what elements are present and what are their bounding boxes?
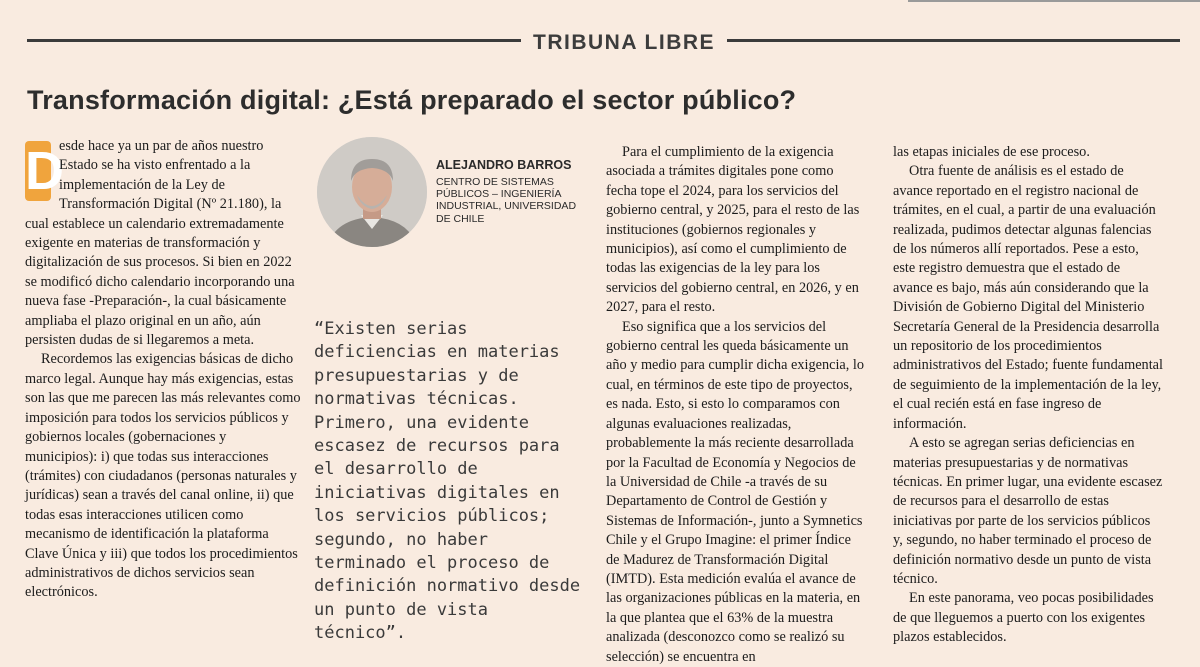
drop-cap: D (25, 141, 64, 201)
section-label: TRIBUNA LIBRE (521, 30, 727, 56)
article-column-4 (893, 143, 1163, 648)
author-portrait-icon (317, 137, 427, 247)
top-divider (908, 0, 1200, 2)
pull-quote: “Existen serias deficiencias en materias presupuestarias y de normativas técnicas. Primero, una evidente escasez de recursos para el desarrollo de iniciativas digitales en los servicios públicos; segundo, no haber terminado el proceso de definición normativo desde un punto de vista técnico”. (314, 319, 581, 644)
author-affiliation: CENTRO DE SISTEMAS PÚBLICOS – INGENIERÍA INDUSTRIAL, UNIVERSIDAD DE CHILE (436, 176, 577, 225)
paragraph: Para el cumplimiento de la exigencia asociada a trámites digitales pone como fecha tope el 2024, para los servicios del gobierno central, y 2025, para el resto de las instituciones (gobiernos regionales y municipios), así como el cumplimiento de todas las exigencias de la ley para los servicios del gobierno central, en 2026, y en 2027, para el resto. (606, 144, 860, 316)
paragraph: las etapas iniciales de ese proceso. (893, 144, 1090, 160)
paragraph: Otra fuente de análisis es el estado de avance reportado en el registro nacional de trámites, en el cual, a partir de una evaluación realizada, pudimos detectar algunas falencias de los números allí reportados. Pese a esto, este registro demuestra que el estado de avance es bajo, más aún considerando que la División de Gobierno Digital del Ministerio Secretaría General de la Presidencia desarrolla un repositorio de los procedimientos administrativos del Estado; fuente fundamental de seguimiento de la implementación de la ley, el cual recién está en fase ingreso de información. (893, 163, 1163, 432)
headline: Transformación digital: ¿Está preparado el sector público? (27, 85, 797, 115)
paragraph: Recordemos las exigencias básicas de dicho marco legal. Aunque hay más exigencias, estas son las que me parecen las más relevantes como imposición para todos los servicios públicos y gobiernos locales (gobernaciones y municipios): i) que todas sus interacciones (trámites) con ciudadanos (personas naturales y jurídicas) sean a través del canal online, ii) que todas esas interacciones utilicen como mecanismo de identificación la plataforma Clave Única y iii) que todos los procedimientos administrativos de dichos servicios sean electrónicos. (25, 351, 301, 601)
paragraph: esde hace ya un par de años nuestro Estado se ha visto enfrentado a la implementación de la Ley de Transformación Digital (Nº 21.180), la cual establece un calendario extremadamente exigente en materias de transformación y digitalización de sus procesos. Si bien en 2022 se modificó dicho calendario incorporando una nueva fase -Preparación-, la cual básicamente ampliaba el plazo original en un año, aún persisten dudas de si llegaremos a meta. (25, 138, 295, 349)
article-column-1 (25, 137, 301, 603)
author-name: ALEJANDRO BARROS (436, 158, 572, 172)
paragraph: Eso significa que a los servicios del gobierno central les queda básicamente un año y medio para cumplir dicha exigencia, lo cual, en términos de este tipo de proyectos, es nada. Esto, si esto lo comparamos con algunas evaluaciones realizadas, probablemente la más reciente desarrollada por la Facultad de Economía y Negocios de la Universidad de Chile -a través de su Departamento de Control de Gestión y Sistemas de Información-, junto a Symnetics Chile y el Grupo Imagine: el primer Índice de Madurez de Transformación Digital (IMTD). Esta medición evalúa el avance de las organizaciones públicas en la materia, en la que plantea que el 63% de la muestra analizada (desconozco como se realizó su selección) se encuentra en (606, 318, 865, 665)
paragraph: En este panorama, veo pocas posibilidades de que lleguemos a puerto con los exigentes plazos establecidos. (893, 590, 1154, 646)
author-photo (317, 137, 427, 247)
paragraph: A esto se agregan serias deficiencias en materias presupuestarias y de normativas técnicas. En primer lugar, una evidente escasez de recursos para el desarrollo de estas iniciativas por parte de los servicios públicos y, segundo, no haber terminado el proceso de definición normativo desde un punto de vista técnico. (893, 435, 1163, 587)
article-column-3 (606, 143, 866, 667)
